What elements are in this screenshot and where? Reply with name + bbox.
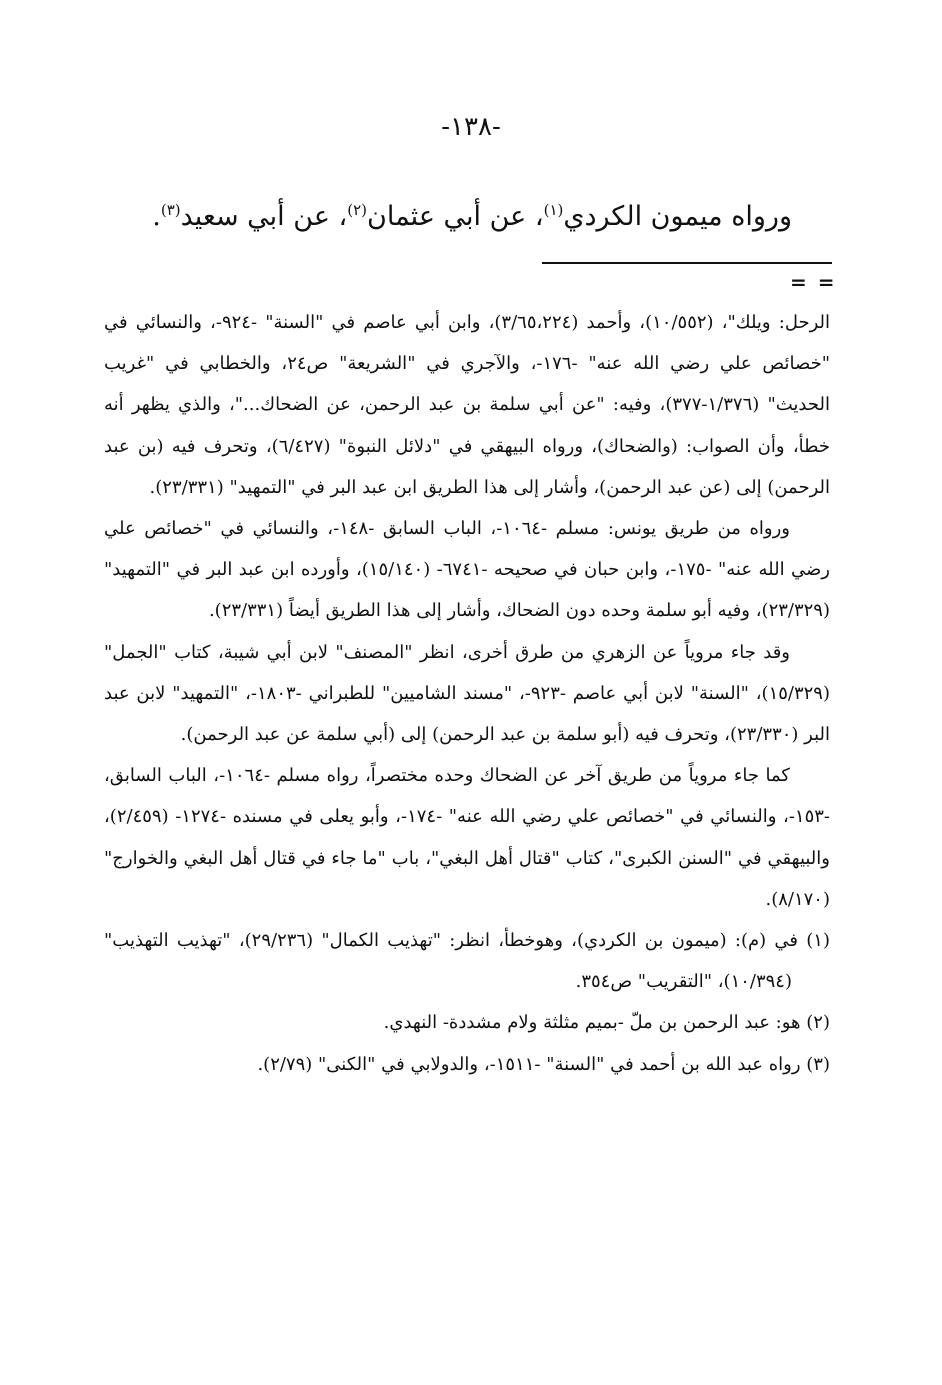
main-text-part-2: ، عن أبي عثمان (367, 201, 544, 232)
note-paragraph: وقد جاء مروياً عن الزهري من طرق أخرى، انظر "المصنف" لابن أبي شيبة، كتاب "الجمل" (١٥/٣٢٩)، "السنة" لابن أبي عاصم -٩٢٣-، "مسند الشاميين" للطبراني -١٨٠٣-، "التمهيد" لابن عبد البر (٢٣/٣٣٠)، وتحرف فيه (أبو سلمة بن عبد الرحمن) إلى (أبي سلمة عن عبد الرحمن). (104, 641, 830, 746)
footnote-2: (٢) هو: عبد الرحمن بن ملّ -بميم مثلثة ولام مشددة- النهدي. (383, 1012, 830, 1034)
note-paragraph: ورواه من طريق يونس: مسلم -١٠٦٤-، الباب السابق -١٤٨-، والنسائي في "خصائص علي رضي الله عنه" -١٧٥-، وابن حبان في صحيحه -٦٧٤١- (١٥/١٤٠)، وأورده ابن عبد البر في "التمهيد" (٢٣/٣٢٩)، وفيه أبو سلمة وحده دون الضحاك، وأشار إلى هذا الطريق أيضاً (٢٣/٣٣١). (104, 518, 831, 622)
main-text-part-3: ، عن أبي سعيد (180, 201, 348, 232)
footnote-3: (٣) رواه عبد الله بن أحمد في "السنة" -١٥١١-، والدولابي في "الكنى" (٢/٧٩). (257, 1053, 830, 1075)
page-number: -١٣٨- (441, 112, 501, 142)
note-continuation-paragraph: الرحل: ويلك"، (١٠/٥٥٢)، وأحمد (٣/٦٥،٢٢٤)، وابن أبي عاصم في "السنة" -٩٢٤-، والنسائي في "خصائص علي رضي الله عنه" -١٧٦-، والآجري في "الشريعة" ص٢٤، والخطابي في "غريب الحديث" (١/٣٧٦-٣٧٧)، وفيه: "عن أبي سلمة بن عبد الرحمن، عن الضحاك..."، والذي يظهر أنه خطأ، وأن الصواب: (والضحاك)، ورواه البيهقي في "دلائل النبوة" (٦/٤٢٧)، وتحرف فيه (بن عبد الرحمن) إلى (عن عبد الرحمن)، وأشار إلى هذا الطريق ابن عبد البر في "التمهيد" (٢٣/٣٣١). (104, 312, 831, 498)
continuation-mark: = = (790, 270, 837, 294)
footnote-separator (542, 262, 832, 264)
main-text-part-1: ورواه ميمون الكردي (563, 201, 792, 232)
footnote-ref-1: (١) (543, 201, 564, 219)
footnote-ref-3: (٣) (160, 201, 181, 219)
footnote-1: (١) في (م): (ميمون بن الكردي)، وهوخطأ، انظر: "تهذيب الكمال" (٢٩/٢٣٦)، "تهذيب التهذيب" (١٠/٣٩٤)، "التقريب" ص٣٥٤. (104, 930, 830, 993)
main-text (152, 192, 792, 242)
note-paragraph: كما جاء مروياً من طريق آخر عن الضحاك وحده مختصراً، رواه مسلم -١٠٦٤-، الباب السابق، -١٥٣-، والنسائي في "خصائص علي رضي الله عنه" -١٧٤-، وأبو يعلى في مسنده -١٢٧٤- (٢/٤٥٩)، والبيهقي في "السنن الكبرى"، كتاب "قتال أهل البغي"، باب "ما جاء في قتال أهل البغي والخوارج" (٨/١٧٠). (104, 765, 831, 910)
footnotes-section (104, 302, 830, 1085)
footnote-ref-2: (٢) (347, 201, 368, 219)
main-text-part-4: . (152, 201, 161, 232)
